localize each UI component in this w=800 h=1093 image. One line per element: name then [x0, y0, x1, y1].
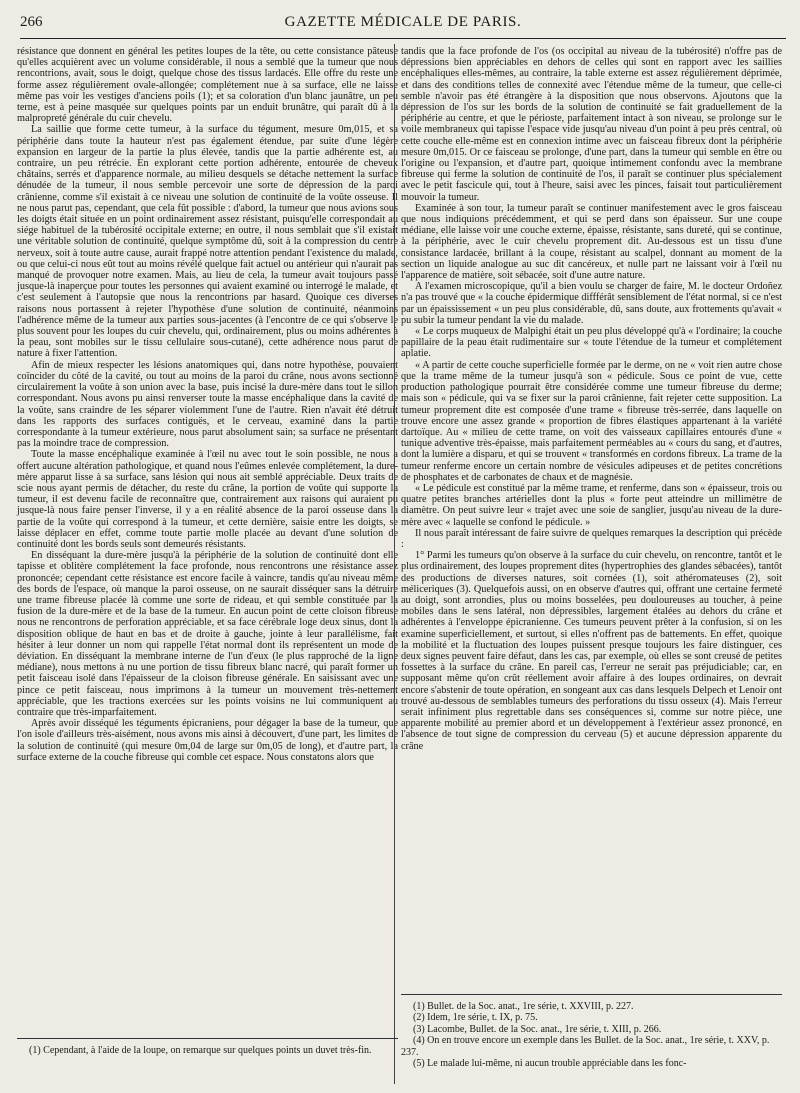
- footnote: (5) Le malade lui-même, ni aucun trouble appréciable dans les fonc-: [413, 1058, 687, 1070]
- paragraph: Après avoir disséqué les téguments épicraniens, pour dégager la base de la tumeur, que l'on isole d'ailleurs très-aisément, nous avons mis ainsi à découvert, d'une part, les limites de la solution de continuité (qui mesure 0m,04 de large sur 0m,05 de long), et d'autre part, la surface externe de la couche fibreuse qui comble cet espace. Nous constatons alors que: [17, 718, 398, 763]
- paragraph: Il nous paraît intéressant de faire suivre de quelques remarques la description qui précède :: [401, 527, 782, 550]
- paragraph: A l'examen microscopique, qu'il a bien voulu se charger de faire, M. le docteur Ordoñez n'a pas trouvé que « la couche épidermique diffférât sensiblement de l'état normal, si ce n'est par un épaississement « un peu plus considérable, dû, sans doute, aux frottements qu'avait « pu subir la tumeur pendant la vie du malade.: [401, 281, 782, 326]
- footnote: (4) On en trouve encore un exemple dans les Bullet. de la Soc. anat., 1re série, t. XXV, p. 237.: [401, 1035, 770, 1058]
- paragraph: « A partir de cette couche superficielle formée par le derme, on ne « voit rien autre chose que la trame même de la tumeur jusqu'à son « pédicule. Sous ce point de vue, cette production pathologique pourrait être considérée comme une tumeur fibreuse du derme; mais son « pédicule, qui va se fixer sur la paroi crânienne, fait rejeter cette supposition. La tumeur proprement dite est composée d'une trame « fibreuse très-serrée, dans laquelle on trouve encore une assez grande « proportion de fibres élastiques appartenant à la variété dartoïque. Au « milieu de cette trame, on voit des vaisseaux capillaires entourés d'une « tunique adventive très-épaisse, mais parfaitement perméables au « cours du sang, et d'autres, dont la lumière a disparu, et qui se trouvent « transformés en cordons fibreux. La trame de la tumeur renferme encore un certain nombre de vésicules adipeuses et de petites concrétions de phosphates et de carbonates de chaux et de magnésie.: [401, 359, 782, 483]
- journal-title: GAZETTE MÉDICALE DE PARIS.: [284, 14, 522, 30]
- paragraph: « Le pédicule est constitué par la même trame, et renferme, dans son « épaisseur, trois ou quatre petites branches artérielles dont la plus « forte peut atteindre un millimètre de diamètre. On peut suivre leur « trajet avec une soie de sanglier, jusqu'au niveau de la dure-mère avec « laquelle se confond le pédicule. »: [401, 482, 782, 528]
- footnotes-right: [401, 994, 782, 1069]
- footnotes-left: [17, 1038, 398, 1056]
- column-divider: [394, 44, 395, 1084]
- paragraph: La saillie que forme cette tumeur, à la surface du tégument, mesure 0m,015, et sa périphérie dans toute la hauteur n'est pas également étendue, par suite d'une légère expansion en largeur de la partie la plus élevée, tandis que la partie adhérente est, au contraire, un peu rétrécie. En explorant cette portion adhérente, entourée de cheveux châtains, serrés et d'apparence normale, au milieu desquels se détache nettement la surface dénudée de la tumeur, il nous semble percevoir une sorte de dépression de la paroi crânienne, comme s'il existait à ce niveau une solution de continuité de la voûte osseuse. Il ne nous parut pas, cependant, que cela fût possible : d'abord, la tumeur que nous avions sous les doigts était située en un point ordinairement assez résistant, puisqu'elle correspondait au siége habituel de la tubérosité occipitale externe; en outre, il nous semblait que s'il existait une véritable solution de continuité, quelque symptôme dû, soit à la compression du centre nerveux, soit à toute autre cause, aurait frappé notre attention pendant l'existence du malade, ou que celui-ci nous eût tout au moins révélé quelque fait actuel ou antérieur qui n'aurait pas manqué de provoquer notre examen. Mais, au lieu de cela, la tumeur avait toujours passé jusque-là inaperçue pour toutes les personnes qui avaient examiné ou interrogé le malade, et c'est seulement à l'autopsie que nous la rencontrions par hasard. Quoique ces diverses raisons nous portassent à rejeter l'hypothèse d'une solution de continuité, néanmoins l'adhérence même de la tumeur aux parties sous-jacentes (à l'encontre de ce qui s'observe le plus souvent pour les loupes du cuir chevelu, qui, ordinairement, plus ou moins adhérentes à la peau, sont mobiles sur le tissu cellulaire sous-cutané), cette adhérence nous parut de nature à fixer l'attention.: [17, 124, 398, 360]
- footnote-rule: [17, 1038, 398, 1039]
- footnote: (1) Bullet. de la Soc. anat., 1re série, t. XXVIII, p. 227.: [413, 1001, 634, 1012]
- left-column: [17, 46, 398, 763]
- paragraph: « Le corps muqueux de Malpighi était un peu plus développé qu'à « l'ordinaire; la couche papillaire de la peau était rudimentaire sur « toute l'étendue de la tumeur et complétement aplatie.: [401, 326, 782, 360]
- footnote-rule: [401, 994, 782, 995]
- page-header: [20, 12, 786, 39]
- footnote: (2) Idem, 1re série, t. IX, p. 75.: [413, 1012, 538, 1024]
- paragraph: résistance que donnent en général les petites loupes de la tête, ou cette consistance pâteuse qu'elles acquièrent avec un volume considérable, il nous a semblé que la tumeur que nous rencontrions, avait, sous le doigt, quelque chose des tissus lardacés. Elle offre du reste une forme assez régulièrement ovale-allongée; complétement nue à sa surface, elle ne laisse même pas voir les vestiges d'anciens poils (1); et sa coloration d'un blanc jaunâtre, un peu terne, est à peine masquée sur quelques points par un enduit brunâtre, qui paraît dû à la malpropreté générale du cuir chevelu.: [17, 46, 398, 125]
- paragraph: En disséquant la dure-mère jusqu'à la périphérie de la solution de continuité dont elle tapisse et oblitère complétement la face profonde, nous rencontrons une résistance assez prononcée; cependant cette résistance est encore facile à vaincre, tandis qu'au niveau même des bords de l'espace, où manque la paroi osseuse, on ne saurait disséquer sans la détruire une trame fibreuse placée là comme une sorte de rideau, et qui semble constituée par la fusion de la dure-mère et de la base de la tumeur. En aucun point de cette cloison fibreuse nous ne rencontrons de perforation appréciable, et sa face cérébrale loge deux sinus, dont la disposition oblique de haut en bas et de droite à gauche, jointe à leur parallélisme, fait hésiter à leur donner un nom qui rappelle l'état normal dont ils représentent un mode de déviation. En disséquant la membrane interne de l'un d'eux (le plus rapproché de la ligne médiane), nous mettons à nu une portion de tissu fibreux blanc nacré, qui paraît former un petit faisceau isolé dans l'épaisseur de la cloison fibreuse générale. En saisissant avec une pince ce petit faisceau, nous imprimons à la tumeur un mouvement très-nettement appréciable, que les tractions exercées sur les points voisins ne lui communiquent au contraire que très-imparfaitement.: [17, 550, 398, 718]
- page-number: 266: [20, 14, 43, 30]
- footnote: (1) Cependant, à l'aide de la loupe, on remarque sur quelques points un duvet très-fin.: [29, 1045, 372, 1056]
- right-column: [401, 46, 782, 752]
- footnote: (3) Lacombe, Bullet. de la Soc. anat., 1re série, t. XIII, p. 266.: [413, 1023, 662, 1035]
- paragraph: Toute la masse encéphalique examinée à l'œil nu avec tout le soin possible, ne nous a offert aucune altération pathologique, et quand nous l'eûmes enlevée complétement, la dure-mère apparut lisse à sa surface, sans lésion qui nous ait semblé appréciable. Deux traits de scie nous ayant permis de détacher, du reste du crâne, la portion de voûte qui supporte la tumeur, il est devenu facile de reconnaître que, contrairement aux raisons qui auraient pu jusque-là nous faire penser l'inverse, il y a en réalité absence de la paroi osseuse dans la partie de la voûte qui correspond à la tumeur, et cette dernière, saisie entre les doigts, se laisse déplacer en effet, comme toute partie molle placée au devant d'une solution de continuité dont les bords seuls sont demeurés résistants.: [17, 449, 398, 550]
- paragraph: tandis que la face profonde de l'os (os occipital au niveau de la tubérosité) n'offre pas de dépressions bien appréciables en dehors de celles qui sont en rapport avec les saillies encéphaliques elles-mêmes, au contraire, la table externe est assez régulièrement déprimée, et dans des conditions telles de connexité avec l'étendue même de la tumeur, que celle-ci semble n'avoir pas été étrangère à la disposition que nous observons. Ajoutons que la dépression de l'os sur les bords de la solution de continuité se fait graduellement de la périphérie au centre, et que le périoste, parfaitement intact à son niveau, se prolonge sur le voile membraneux qui tapisse l'espace vide jusqu'au niveau d'un point à peu près central, où cette couche elle-même est en connexion intime avec un faisceau fibreux dont la périphérie mesure 0m,015. Or ce faisceau se prolonge, d'une part, dans la tumeur qui semble en être ou l'origine ou l'expansion, et d'autre part, quoique intimement confondu avec la membrane fibreuse qui ferme la solution de continuité de l'os, il paraît se continuer plus spécialement avec le petit fascicule qui, tout à l'heure, saisi avec les pinces, faisait tout particulièrement mouvoir la tumeur.: [401, 46, 782, 203]
- paragraph: Afin de mieux respecter les lésions anatomiques qui, dans notre hypothèse, pouvaient coïncider du côté de la cavité, ou tout au moins de la paroi du crâne, nous avons sectionné circulairement la voûte à son union avec la base, puis incisé la dure-mère dans tout le sillon correspondant. Nous avons pu ainsi renverser toute la masse encéphalique dans la cavité de la voûte, sans craindre de les séparer violemment l'une de l'autre. Rien n'avait été détruit dans les rapports des surfaces contiguës, et le cerveau, examiné dans la partie correspondante à la tumeur extérieure, nous parut absolument sain; sa surface ne présentant pas la moindre trace de compression.: [17, 359, 398, 450]
- paragraph: 1° Parmi les tumeurs qu'on observe à la surface du cuir chevelu, on rencontre, tantôt et le plus ordinairement, des loupes proprement dites (hypertrophies des glandes sébacées), tantôt des productions de diverses natures, soit cornées (1), soit athéromateuses (2), soit méliceriques (3). Quelquefois aussi, on en observe d'autres qui, offrant une certaine fermeté au doigt, sont arrondies, plus ou moins bosselées, peu douloureuses au toucher, à peine mobiles dans le sens latéral, non dépressibles, largement étalées au dehors du crâne et adhérentes à l'enveloppe épicranienne. Ces tumeurs peuvent prêter à la confusion, si on les examine superficiellement, et surtout, si elles n'offrent pas de battements. En effet, quoique la mobilité et la fluctuation des loupes puissent presque toujours les faire distinguer, ces deux signes peuvent faire défaut, dans les cas, par exemple, où elles se sont creusé de petites fossettes à la surface du crâne. En pareil cas, l'erreur ne serait pas préjudiciable; car, en supposant même qu'on crût réellement avoir affaire à des loupes ordinaires, on devrait encore s'abstenir de toute opération, en songeant aux cas dans lesquels Delpech et Lenoir ont trouvé au-dessous de semblables tumeurs des perforations du tissu osseux (4). Mais l'erreur serait infiniment plus regrettable dans ses conséquences si, comme sur notre pièce, une apparente mobilité au premier abord et un développement à l'extérieur assez prononcé, en l'absence de tout signe de compression du cerveau (5) et aucune dépression apparente du crâne: [401, 550, 782, 752]
- paragraph: Examinée à son tour, la tumeur paraît se continuer manifestement avec le gros faisceau que nous indiquions précédemment, et qui se perd dans son épaisseur. Sur une coupe médiane, elle laisse voir une couche externe, épaisse, résistante, sans dureté, qui se continue, à la périphérie, avec le cuir chevelu proprement dit. Au-dessous est un tissu d'une consistance lardacée, brillant à la coupe, résistant au scalpel, donnant au moment de la section un liquide analogue au suc dit cancéreux, et nulle part ne laissant voir à l'œil nu l'apparence de matière, soit sébacée, soit d'une autre nature.: [401, 202, 782, 282]
